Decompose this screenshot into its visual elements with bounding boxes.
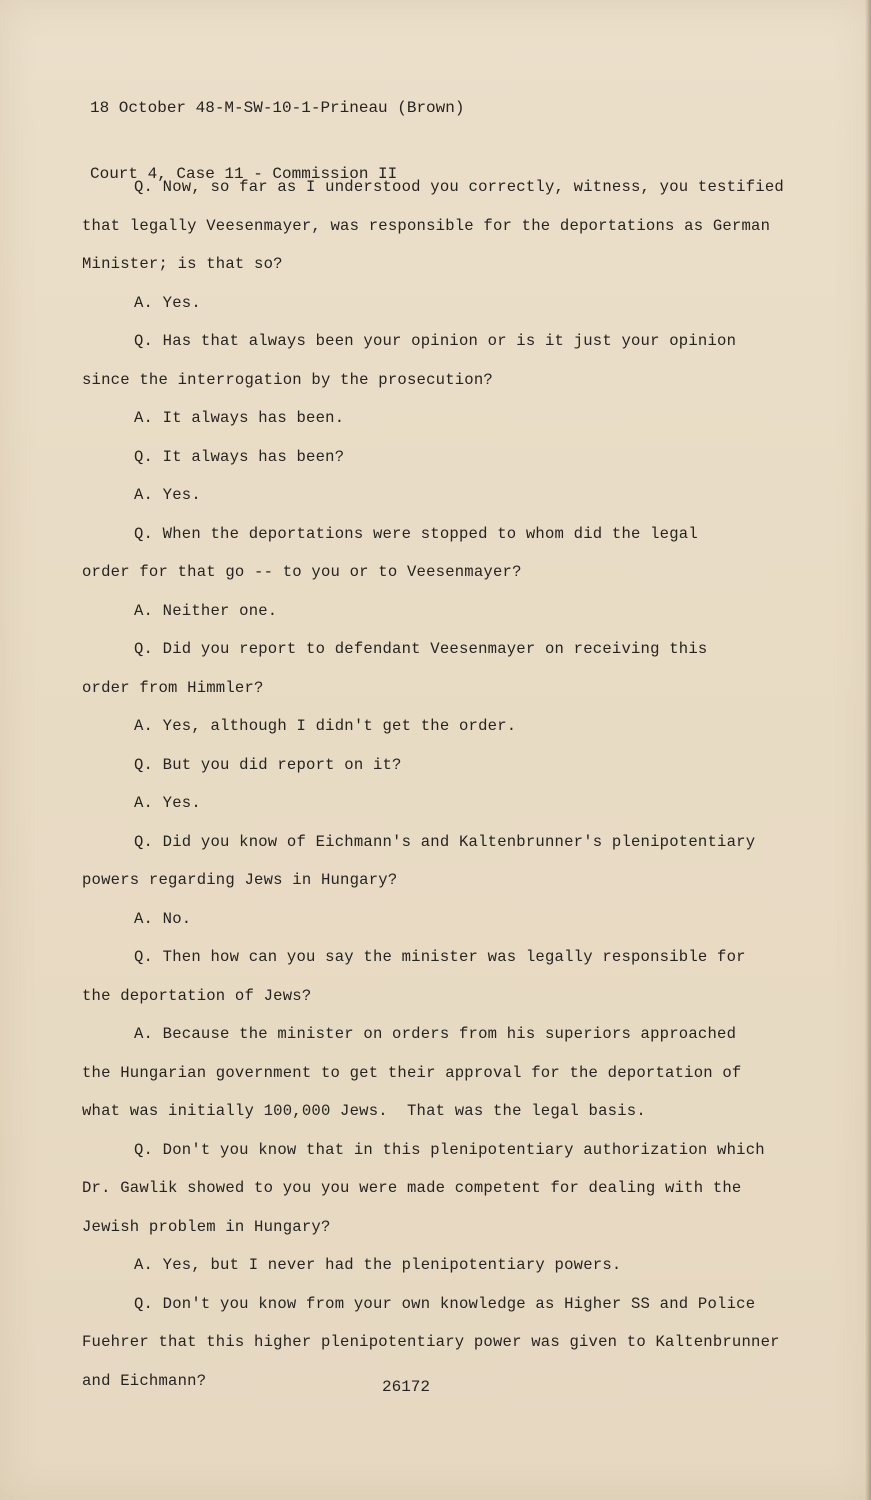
transcript-line: Dr. Gawlik showed to you you were made competent for dealing with the (82, 1179, 742, 1197)
transcript-line-first: Q. Now, so far as I understood you correctly, witness, you testified (134, 178, 784, 196)
transcript-paragraph (82, 168, 822, 284)
transcript-line-first: A. Yes. (134, 293, 201, 312)
transcript-paragraph (82, 476, 822, 515)
transcript-line-first: Q. Did you report to defendant Veesenmayer on receiving this (134, 640, 708, 658)
transcript-line-first: A. Yes, although I didn't get the order. (134, 717, 517, 735)
transcript-line: powers regarding Jews in Hungary? (82, 871, 398, 889)
transcript-line: Jewish problem in Hungary? (82, 1217, 331, 1236)
transcript-line-first: Q. Don't you know that in this plenipotentiary authorization which (134, 1140, 765, 1159)
transcript-paragraph (82, 322, 822, 399)
transcript-paragraph (82, 707, 822, 746)
transcript-line-first: Q. When the deportations were stopped to whom did the legal (134, 524, 698, 543)
transcript-line: order from Himmler? (82, 678, 264, 697)
transcript-line: what was initially 100,000 Jews. That was the legal basis. (82, 1102, 646, 1120)
header-line-1: 18 October 48-M-SW-10-1-Prineau (Brown) (90, 99, 465, 117)
transcript-paragraph (82, 938, 822, 1015)
transcript-paragraph (82, 438, 822, 477)
transcript-line-first: A. No. (134, 909, 192, 928)
transcript-line-first: A. Yes, but I never had the plenipotentiary powers. (134, 1256, 622, 1274)
transcript-paragraph (82, 592, 822, 631)
transcript-paragraph (82, 784, 822, 823)
transcript-line: the Hungarian government to get their approval for the deportation of (82, 1063, 742, 1082)
transcript-line-first: Q. Then how can you say the minister was legally responsible for (134, 948, 746, 966)
transcript-line: that legally Veesenmayer, was responsible for the deportations as German (82, 216, 771, 235)
transcript-paragraph (82, 1285, 822, 1401)
transcript-line: since the interrogation by the prosecution? (82, 370, 493, 389)
transcript-paragraph (82, 1015, 822, 1131)
transcript-paragraph (82, 1131, 822, 1247)
transcript-line-first: Q. But you did report on it? (134, 755, 402, 774)
transcript-line-first: A. Yes. (134, 794, 201, 812)
transcript-body (82, 168, 822, 1400)
transcript-line-first: A. Yes. (134, 486, 201, 504)
transcript-line: Minister; is that so? (82, 255, 283, 273)
transcript-line-first: Q. Has that always been your opinion or is it just your opinion (134, 332, 737, 350)
transcript-line-first: A. It always has been. (134, 409, 345, 427)
transcript-line: and Eichmann? (82, 1371, 207, 1390)
transcript-paragraph (82, 515, 822, 592)
transcript-line: the deportation of Jews? (82, 986, 312, 1005)
transcript-paragraph (82, 900, 822, 939)
transcript-line: Fuehrer that this higher plenipotentiary power was given to Kaltenbrunner (82, 1333, 780, 1351)
transcript-line: order for that go -- to you or to Veesenmayer? (82, 563, 522, 581)
page-edge-shadow (865, 0, 871, 1500)
transcript-paragraph (82, 746, 822, 785)
transcript-line-first: Q. Don't you know from your own knowledge as Higher SS and Police (134, 1294, 756, 1313)
transcript-line-first: Q. It always has been? (134, 447, 345, 466)
transcript-paragraph (82, 630, 822, 707)
transcript-paragraph (82, 399, 822, 438)
transcript-paragraph (82, 284, 822, 323)
transcript-line-first: Q. Did you know of Eichmann's and Kaltenbrunner's plenipotentiary (134, 832, 756, 851)
transcript-line-first: A. Because the minister on orders from his superiors approached (134, 1025, 737, 1043)
transcript-paragraph (82, 1246, 822, 1285)
transcript-line-first: A. Neither one. (134, 601, 278, 620)
page-number: 26172 (382, 1378, 431, 1396)
transcript-paragraph (82, 823, 822, 900)
header-line-2: Court 4, Case 11 - Commission II (90, 165, 398, 183)
